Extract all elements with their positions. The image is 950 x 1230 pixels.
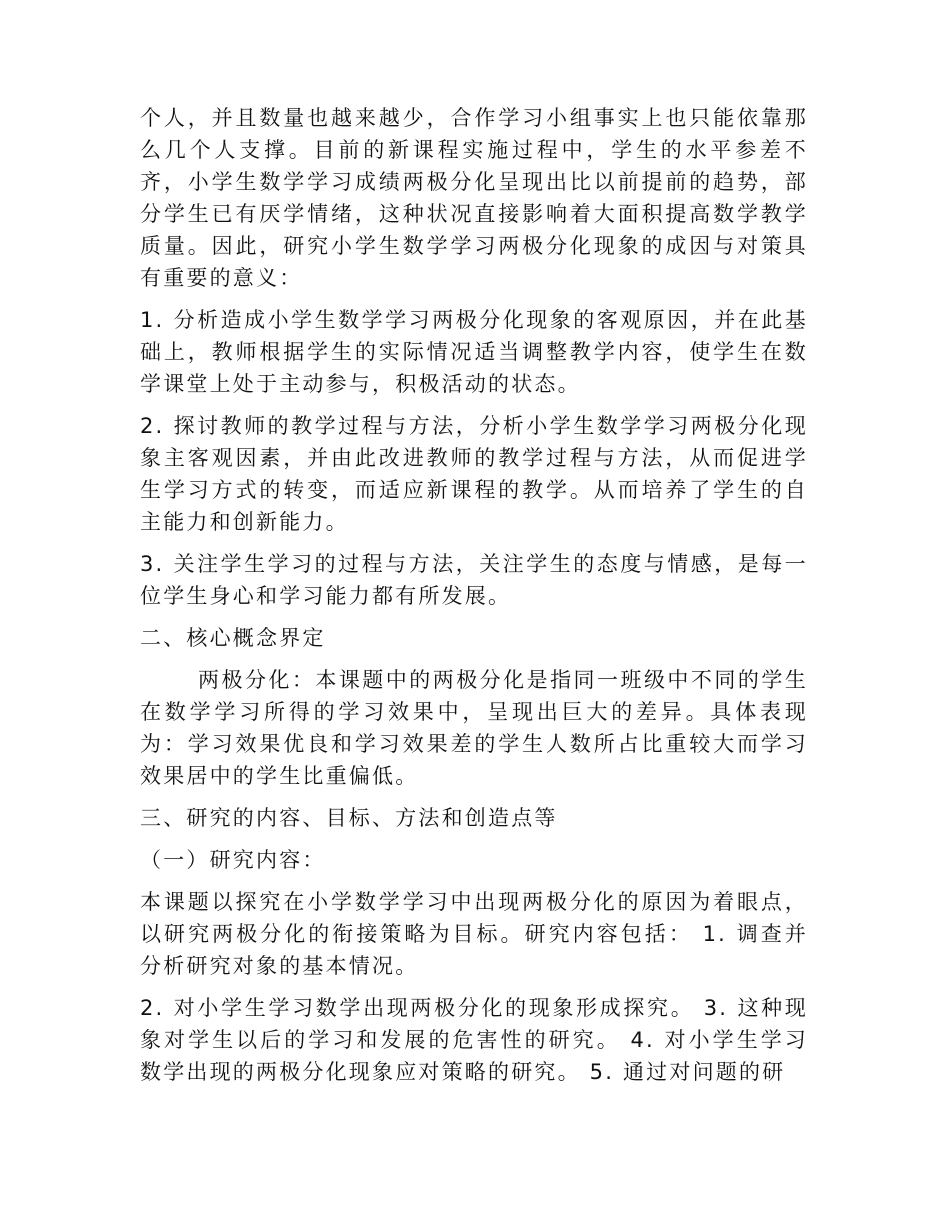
section-heading-research: 三、研究的内容、目标、方法和创造点等: [140, 806, 558, 830]
paragraph-item-2: 2. 探讨教师的教学过程与方法，分析小学生数学学习两极分化现象主客观因素，并由此改进教师的教学过程与方法，从而促进学生学习方式的转变，而适应新课程的教学。从而培养了学生的自主能力和创新能力。: [140, 414, 808, 534]
paragraph-research-items: 2. 对小学生学习数学出现两极分化的现象形成探究。 3. 这种现象对学生以后的学习和发展的危害性的研究。 4. 对小学生学习数学出现的两极分化现象应对策略的研究。 5. 通过对问题的研: [140, 996, 808, 1084]
paragraph-item-1: 1. 分析造成小学生数学学习两极分化现象的客观原因，并在此基础上，教师根据学生的实际情况适当调整教学内容，使学生在数学课堂上处于主动参与，积极活动的状态。: [140, 308, 808, 396]
section-heading-core-concepts: 二、核心概念界定: [140, 626, 326, 650]
paragraph-intro: 个人，并且数量也越来越少，合作学习小组事实上也只能依靠那么几个人支撑。目前的新课程实施过程中，学生的水平参差不齐，小学生数学学习成绩两极分化呈现出比以前提前的趋势，部分学生已有厌学情绪，这种状况直接影响着大面积提高数学教学质量。因此，研究小学生数学学习两极分化现象的成因与对策具有重要的意义：: [140, 106, 808, 290]
document-page: [140, 102, 808, 1098]
subsection-heading-research-content: （一）研究内容：: [140, 848, 326, 872]
paragraph-research-content: 本课题以探究在小学数学学习中出现两极分化的原因为着眼点，以研究两极分化的衔接策略为目标。研究内容包括： 1. 调查并分析研究对象的基本情况。: [140, 890, 808, 978]
paragraph-definition: 两极分化：本课题中的两极分化是指同一班级中不同的学生在数学学习所得的学习效果中，呈现出巨大的差异。具体表现为：学习效果优良和学习效果差的学生人数所占比重较大而学习效果居中的学生比重偏低。: [140, 668, 808, 788]
paragraph-item-3: 3. 关注学生学习的过程与方法，关注学生的态度与情感，是每一位学生身心和学习能力都有所发展。: [140, 552, 808, 608]
